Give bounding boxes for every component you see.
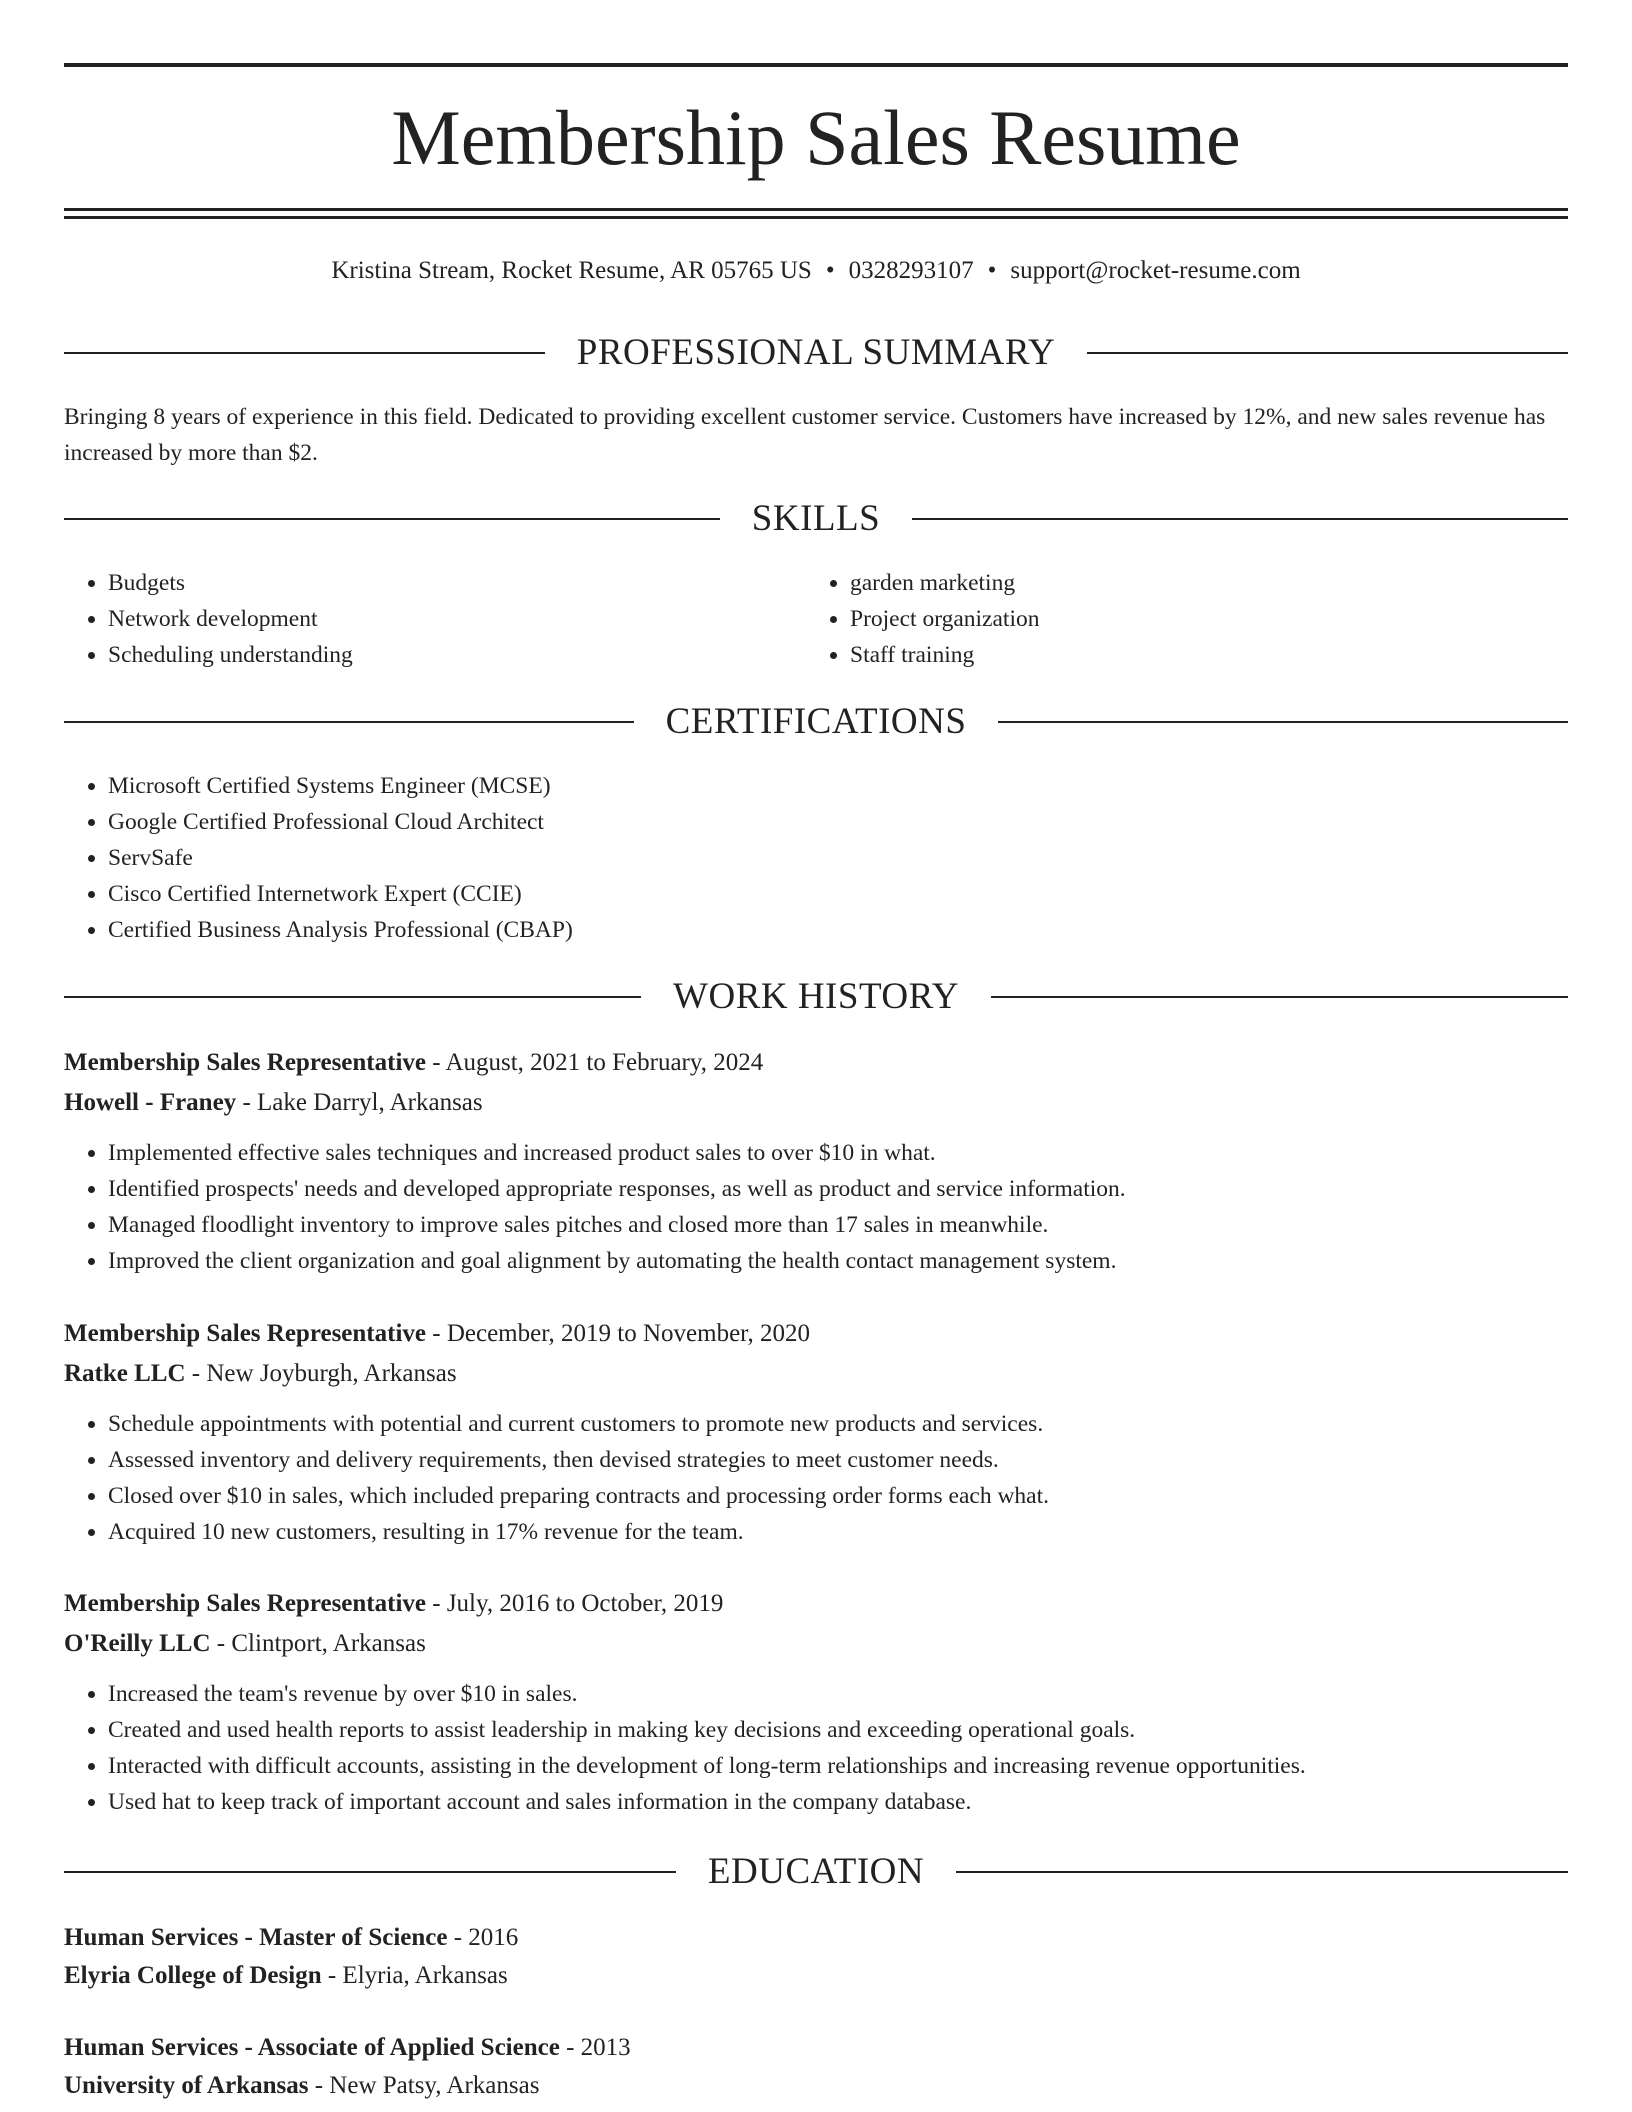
skill-item: • Scheduling understanding bbox=[108, 637, 806, 673]
job-bullet: • Implemented effective sales techniques and increased product sales to over $10 in what. bbox=[108, 1135, 1568, 1171]
education-year: - 2013 bbox=[559, 2034, 631, 2061]
summary-heading-label: PROFESSIONAL SUMMARY bbox=[576, 332, 1056, 373]
job-bullet: • Used hat to keep track of important account and sales information in the company database. bbox=[108, 1784, 1568, 1820]
job-company-line bbox=[64, 1083, 1568, 1123]
skills-section bbox=[64, 565, 1568, 673]
skill-item: • Budgets bbox=[108, 565, 806, 601]
education-year: - 2016 bbox=[447, 1924, 519, 1951]
education-heading bbox=[64, 1850, 1568, 1894]
skills-column-left bbox=[64, 565, 806, 673]
job-location: - Lake Darryl, Arkansas bbox=[236, 1089, 483, 1116]
job-title: Membership Sales Representative bbox=[64, 1320, 426, 1347]
contact-address: Kristina Stream, Rocket Resume, AR 05765 US bbox=[331, 257, 812, 284]
heading-rule-left bbox=[64, 721, 634, 723]
heading-rule-right bbox=[956, 1871, 1568, 1873]
job-bullet: • Assessed inventory and delivery requirements, then devised strategies to meet customer needs. bbox=[108, 1442, 1568, 1478]
education-school: Elyria College of Design bbox=[64, 1962, 322, 1989]
heading-rule-left bbox=[64, 518, 720, 520]
summary-section bbox=[64, 399, 1568, 471]
certification-item: • Microsoft Certified Systems Engineer (MCSE) bbox=[108, 768, 1568, 804]
job-bullet: • Schedule appointments with potential and current customers to promote new products and services. bbox=[108, 1406, 1568, 1442]
skills-heading bbox=[64, 497, 1568, 541]
skills-heading-label: SKILLS bbox=[751, 498, 881, 539]
skill-item: • Staff training bbox=[850, 637, 1548, 673]
education-school-line bbox=[64, 1956, 1568, 1996]
job-company: Ratke LLC bbox=[64, 1360, 186, 1387]
heading-rule-right bbox=[912, 518, 1568, 520]
job-entry bbox=[64, 1043, 1568, 1279]
education-entry bbox=[64, 1918, 1568, 1996]
summary-heading bbox=[64, 331, 1568, 375]
skill-item: • garden marketing bbox=[850, 565, 1548, 601]
contact-separator: • bbox=[825, 257, 835, 284]
certification-item: • Google Certified Professional Cloud Architect bbox=[108, 804, 1568, 840]
certification-item: • Certified Business Analysis Professional (CBAP) bbox=[108, 912, 1568, 948]
job-bullet: • Interacted with difficult accounts, assisting in the development of long-term relationships and increasing revenue opportunities. bbox=[108, 1748, 1568, 1784]
job-location: - Clintport, Arkansas bbox=[210, 1630, 426, 1657]
contact-email: support@rocket-resume.com bbox=[1010, 257, 1301, 284]
skill-item: • Network development bbox=[108, 601, 806, 637]
education-entry bbox=[64, 2028, 1568, 2106]
job-company: Howell - Franey bbox=[64, 1089, 237, 1116]
certification-item: • Cisco Certified Internetwork Expert (CCIE) bbox=[108, 876, 1568, 912]
work-history-heading bbox=[64, 975, 1568, 1019]
education-location: - Elyria, Arkansas bbox=[321, 1962, 508, 1989]
heading-rule-right bbox=[1087, 352, 1568, 354]
job-company-line bbox=[64, 1624, 1568, 1664]
certification-item: • ServSafe bbox=[108, 840, 1568, 876]
job-entry bbox=[64, 1314, 1568, 1550]
job-title-line bbox=[64, 1043, 1568, 1083]
certifications-heading-label: CERTIFICATIONS bbox=[665, 701, 967, 742]
job-bullet: • Created and used health reports to assist leadership in making key decisions and exceeding operational goals. bbox=[108, 1712, 1568, 1748]
job-dates: - July, 2016 to October, 2019 bbox=[426, 1590, 724, 1617]
education-school-line bbox=[64, 2066, 1568, 2106]
skill-item: • Project organization bbox=[850, 601, 1548, 637]
job-title: Membership Sales Representative bbox=[64, 1049, 426, 1076]
heading-rule-right bbox=[991, 996, 1568, 998]
heading-rule-right bbox=[998, 721, 1568, 723]
job-title-line bbox=[64, 1314, 1568, 1354]
heading-rule-left bbox=[64, 1871, 676, 1873]
job-company-line bbox=[64, 1354, 1568, 1394]
education-degree-line bbox=[64, 1918, 1568, 1958]
work-history-heading-label: WORK HISTORY bbox=[673, 976, 959, 1017]
education-degree: Human Services - Master of Science bbox=[64, 1924, 448, 1951]
certifications-heading bbox=[64, 700, 1568, 744]
education-school: University of Arkansas bbox=[64, 2072, 309, 2099]
education-heading-label: EDUCATION bbox=[707, 1851, 925, 1892]
job-location: - New Joyburgh, Arkansas bbox=[185, 1360, 457, 1387]
job-bullet: • Closed over $10 in sales, which included preparing contracts and processing order forms each what. bbox=[108, 1478, 1568, 1514]
summary-text: Bringing 8 years of experience in this field. Dedicated to providing excellent customer service. Customers have increased by 12%, and new sales revenue has increased by more than $2. bbox=[64, 404, 1546, 466]
job-dates: - August, 2021 to February, 2024 bbox=[426, 1049, 764, 1076]
education-degree-line bbox=[64, 2028, 1568, 2068]
job-entry bbox=[64, 1584, 1568, 1820]
heading-rule-left bbox=[64, 352, 545, 354]
title-rule-lower bbox=[64, 216, 1568, 219]
job-bullet: • Managed floodlight inventory to improve sales pitches and closed more than 17 sales in meanwhile. bbox=[108, 1207, 1568, 1243]
heading-rule-left bbox=[64, 996, 641, 998]
title-rule-upper bbox=[64, 208, 1568, 211]
job-bullet: • Increased the team's revenue by over $10 in sales. bbox=[108, 1676, 1568, 1712]
job-dates: - December, 2019 to November, 2020 bbox=[426, 1320, 810, 1347]
job-title-line bbox=[64, 1584, 1568, 1624]
job-title: Membership Sales Representative bbox=[64, 1590, 426, 1617]
job-bullet: • Identified prospects' needs and developed appropriate responses, as well as product and service information. bbox=[108, 1171, 1568, 1207]
education-degree: Human Services - Associate of Applied Science bbox=[64, 2034, 560, 2061]
job-bullet: • Acquired 10 new customers, resulting in 17% revenue for the team. bbox=[108, 1514, 1568, 1550]
resume-title: Membership Sales Resume bbox=[391, 94, 1241, 181]
top-rule bbox=[64, 63, 1568, 67]
job-company: O'Reilly LLC bbox=[64, 1630, 211, 1657]
certifications-section bbox=[64, 768, 1568, 948]
skills-column-right bbox=[806, 565, 1548, 673]
contact-line bbox=[64, 253, 1568, 289]
contact-phone: 0328293107 bbox=[848, 257, 974, 284]
contact-separator: • bbox=[987, 257, 997, 284]
job-bullet: • Improved the client organization and goal alignment by automating the health contact management system. bbox=[108, 1243, 1568, 1279]
education-location: - New Patsy, Arkansas bbox=[308, 2072, 540, 2099]
